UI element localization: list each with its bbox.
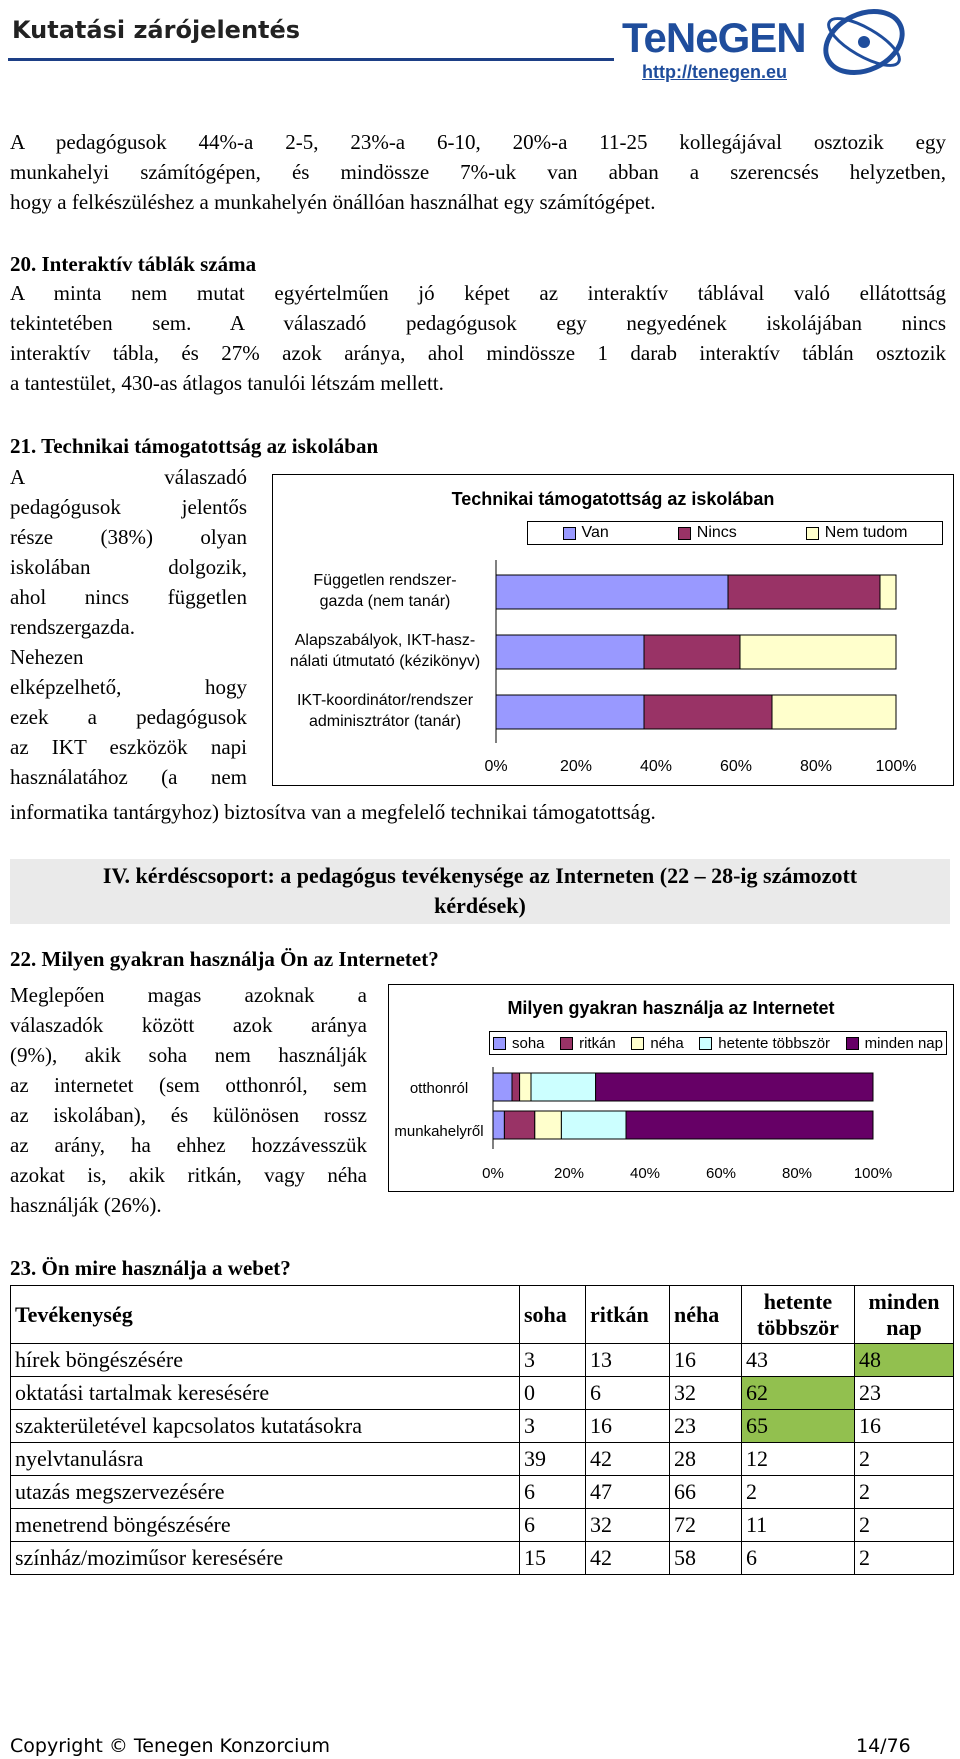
column-header: néha	[670, 1286, 742, 1344]
text-line: része (38%) olyan	[10, 525, 247, 549]
table-row	[11, 1509, 954, 1542]
table-cell: 42	[586, 1542, 670, 1575]
text-line: rendszergazda.	[10, 615, 135, 639]
legend-label: Van	[581, 524, 609, 541]
text-line: IV. kérdéscsoport: a pedagógus tevékenysége az Interneten (22 – 28-ig számozott	[102, 863, 858, 888]
table-cell: 13	[586, 1344, 670, 1377]
table-cell: 11	[742, 1509, 855, 1542]
bar-segment	[740, 635, 896, 669]
table-row	[11, 1344, 954, 1377]
bar-segment	[626, 1111, 873, 1139]
tick-label: 100%	[875, 758, 917, 775]
table-cell: 2	[742, 1476, 855, 1509]
bar-segment	[596, 1073, 873, 1101]
legend-label: néha	[650, 1034, 684, 1052]
table-cell: 28	[670, 1443, 742, 1476]
legend-label: ritkán	[579, 1034, 616, 1052]
text-line: iskolában dolgozik,	[10, 555, 247, 579]
document-title: Kutatási zárójelentés	[12, 16, 301, 44]
chart-plot-area	[389, 985, 953, 1191]
text-line: (9%), akik soha nem használják	[10, 1043, 367, 1067]
table-row	[11, 1410, 954, 1443]
tick-label: 80%	[799, 758, 833, 775]
text-line: A pedagógusok 44%-a 2-5, 23%-a 6-10, 20%-a 11-25 kollegájával osztozik egy	[10, 130, 946, 154]
intro-paragraph	[10, 127, 946, 217]
table-cell: 72	[670, 1509, 742, 1542]
table-cell: 2	[855, 1542, 954, 1575]
legend-label: hetente többször	[718, 1034, 831, 1052]
table-header-row	[11, 1286, 954, 1344]
tick-label: 80%	[781, 1165, 813, 1182]
text-line: tekintetében sem. A válaszadó pedagógusok egy negyedének iskolájában nincs	[10, 311, 946, 335]
table-cell: 58	[670, 1542, 742, 1575]
text-line: ezek a pedagógusok	[10, 705, 247, 729]
table-cell-highlighted: 48	[855, 1344, 954, 1377]
table-cell: szakterületével kapcsolatos kutatásokra	[11, 1410, 520, 1443]
text-line: interaktív tábla, és 27% azok aránya, ahol mindössze 1 darab interaktív táblán osztozik	[10, 341, 946, 365]
tick-label: 20%	[559, 758, 593, 775]
section-22-paragraph	[10, 980, 367, 1220]
text-line: ahol nincs független	[10, 585, 247, 609]
category-label: Független rendszer- gazda (nem tanár)	[313, 572, 457, 610]
tick-label: 40%	[629, 1165, 661, 1182]
table-cell: 3	[520, 1344, 586, 1377]
bar-segment	[496, 575, 728, 609]
column-header: minden nap	[855, 1286, 954, 1344]
table-cell: 42	[586, 1443, 670, 1476]
section-21-last-line: informatika tantárgyhoz) biztosítva van a megfelelő technikai támogatottság.	[10, 800, 656, 824]
table-cell: 47	[586, 1476, 670, 1509]
table-cell: 6	[586, 1377, 670, 1410]
bar-segment	[535, 1111, 562, 1139]
text-line: Meglepően magas azoknak a	[10, 983, 367, 1007]
table-cell: 16	[586, 1410, 670, 1443]
table-cell: 39	[520, 1443, 586, 1476]
text-line: az internetet (sem otthonról, sem	[10, 1073, 367, 1097]
category-label: munkahelyről	[394, 1123, 484, 1140]
text-line: munkahelyi számítógépen, és mindössze 7%-uk van abban a szerencsés helyzetben,	[10, 160, 946, 184]
globe-logo-icon	[818, 4, 910, 82]
footer-page-number: 14/76	[856, 1735, 911, 1757]
section-22-heading: 22. Milyen gyakran használja Ön az Internetet?	[10, 947, 439, 971]
bar-segment	[644, 695, 772, 729]
text-line: válaszadók között azok aránya	[10, 1013, 367, 1037]
section-21-paragraph	[10, 462, 247, 792]
bar-segment	[531, 1073, 596, 1101]
chart-title: Milyen gyakran használja az Internetet	[507, 998, 835, 1018]
text-line: az iskolában), és különösen rossz	[10, 1103, 367, 1127]
chart-internet-usage	[388, 984, 954, 1192]
table-row	[11, 1476, 954, 1509]
table-cell: utazás megszervezésére	[11, 1476, 520, 1509]
bar-segment	[493, 1111, 504, 1139]
section-21-heading: 21. Technikai támogatottság az iskolában	[10, 434, 379, 458]
category-label: Alapszabályok, IKT-hasz- nálati útmutató (kézikönyv)	[289, 632, 481, 670]
tick-label: 100%	[853, 1165, 893, 1182]
text-line: azokat is, akik ritkán, vagy néha	[10, 1163, 367, 1187]
legend-label: Nem tudom	[824, 524, 908, 541]
bar-segment	[496, 635, 644, 669]
table-row	[11, 1377, 954, 1410]
tick-label: 60%	[705, 1165, 737, 1182]
section-iv-heading	[10, 859, 950, 924]
table-cell: 6	[520, 1476, 586, 1509]
table-cell: 3	[520, 1410, 586, 1443]
header-rule	[8, 58, 614, 61]
bar-segment	[496, 695, 644, 729]
table-cell: 2	[855, 1443, 954, 1476]
web-usage-table	[10, 1285, 954, 1575]
text-line: használatához (a nem	[10, 765, 247, 789]
bar-segment	[561, 1111, 626, 1139]
table-cell: 43	[742, 1344, 855, 1377]
category-label: IKT-koordinátor/rendszer adminisztrátor (tanár)	[296, 692, 474, 730]
column-header: ritkán	[586, 1286, 670, 1344]
bar-segment	[520, 1073, 531, 1101]
column-header: hetente többször	[742, 1286, 855, 1344]
chart-title: Technikai támogatottság az iskolában	[451, 489, 775, 509]
table-cell-highlighted: 62	[742, 1377, 855, 1410]
text-line: a tantestület, 430-as átlagos tanulói létszám mellett.	[10, 371, 444, 395]
bar-segment	[728, 575, 880, 609]
column-header: Tevékenység	[11, 1286, 520, 1344]
text-line: kérdések)	[434, 893, 526, 918]
text-line: A válaszadó	[10, 465, 247, 489]
category-label: otthonról	[409, 1080, 469, 1097]
table-cell: nyelvtanulásra	[11, 1443, 520, 1476]
table-cell: menetrend böngészésére	[11, 1509, 520, 1542]
table-cell: 66	[670, 1476, 742, 1509]
text-line: pedagógusok jelentős	[10, 495, 247, 519]
text-line: az arány, ha ehhez hozzávesszük	[10, 1133, 367, 1157]
table-cell: 23	[855, 1377, 954, 1410]
table-cell: 16	[670, 1344, 742, 1377]
table-row	[11, 1542, 954, 1575]
bar-segment	[880, 575, 896, 609]
bar-segment	[504, 1111, 534, 1139]
chart-plot-area	[273, 475, 953, 785]
text-line: A minta nem mutat egyértelműen jó képet az interaktív táblával való ellátottság	[10, 281, 946, 305]
text-line: az IKT eszközök napi	[10, 735, 247, 759]
table-cell: 32	[586, 1509, 670, 1542]
table-cell-highlighted: 65	[742, 1410, 855, 1443]
legend-label: minden nap	[864, 1034, 943, 1052]
section-20-heading: 20. Interaktív táblák száma	[10, 252, 257, 276]
text-line: elképzelhető, hogy	[10, 675, 247, 699]
text-line: hogy a felkészüléshez a munkahelyén önállóan használhat egy számítógépet.	[10, 190, 656, 214]
legend-label: Nincs	[696, 524, 737, 541]
table-cell: 2	[855, 1476, 954, 1509]
table-cell: hírek böngészésére	[11, 1344, 520, 1377]
bar-segment	[772, 695, 896, 729]
footer-copyright: Copyright © Tenegen Konzorcium	[10, 1735, 330, 1757]
bar-segment	[644, 635, 740, 669]
table-cell: 0	[520, 1377, 586, 1410]
chart-technical-support	[272, 474, 954, 786]
table-cell: 6	[520, 1509, 586, 1542]
column-header: soha	[520, 1286, 586, 1344]
legend-label: soha	[512, 1034, 545, 1052]
tick-label: 20%	[553, 1165, 585, 1182]
table-cell: 32	[670, 1377, 742, 1410]
table-body	[11, 1344, 954, 1575]
table-cell: 6	[742, 1542, 855, 1575]
section-20-paragraph	[10, 278, 946, 398]
tenegen-logo: TeNeGEN	[622, 14, 806, 61]
table-cell: 12	[742, 1443, 855, 1476]
section-23-heading: 23. Ön mire használja a webet?	[10, 1256, 291, 1280]
bar-segment	[512, 1073, 520, 1101]
table-cell: oktatási tartalmak keresésére	[11, 1377, 520, 1410]
tick-label: 40%	[639, 758, 673, 775]
table-cell: 16	[855, 1410, 954, 1443]
text-line: Nehezen	[10, 645, 84, 669]
header-url-link[interactable]: http://tenegen.eu	[642, 62, 787, 82]
text-line: használják (26%).	[10, 1193, 162, 1217]
table-cell: színház/moziműsor keresésére	[11, 1542, 520, 1575]
table-row	[11, 1443, 954, 1476]
tick-label: 0%	[484, 758, 508, 775]
table-cell: 15	[520, 1542, 586, 1575]
tick-label: 0%	[482, 1165, 504, 1182]
table-cell: 2	[855, 1509, 954, 1542]
table-cell: 23	[670, 1410, 742, 1443]
bar-segment	[493, 1073, 512, 1101]
tick-label: 60%	[719, 758, 753, 775]
